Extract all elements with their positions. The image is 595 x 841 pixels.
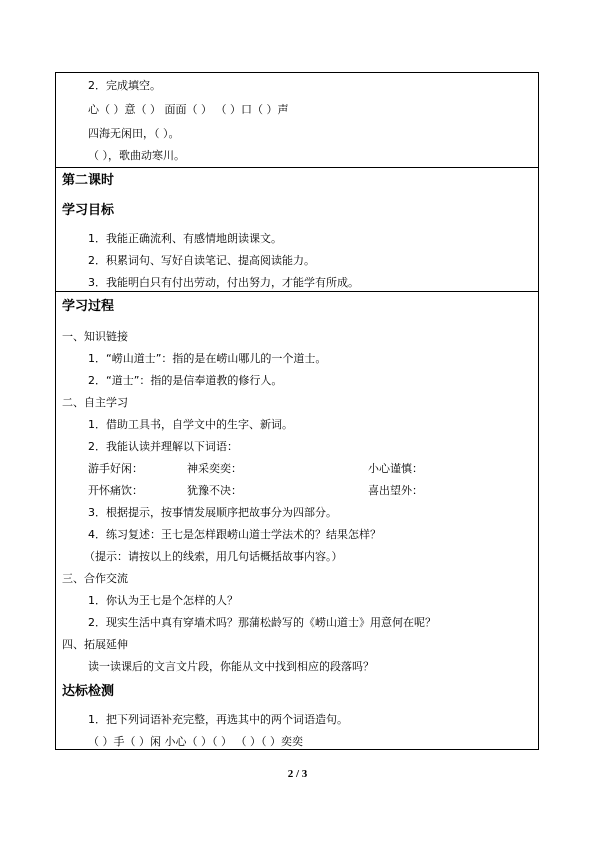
list-item: 3．根据提示，按事情发展顺序把故事分为四部分。 xyxy=(88,506,337,519)
goal-item: 3．我能明白只有付出劳动，付出努力，才能学有所成。 xyxy=(88,276,359,289)
goal-item: 2．积累词句、写好自读笔记、提高阅读能力。 xyxy=(88,254,315,267)
table-divider xyxy=(55,167,539,168)
page-number: 2 / 3 xyxy=(287,768,308,780)
section-title: 三、合作交流 xyxy=(62,572,128,585)
list-item: 1．借助工具书，自学文中的生字、新词。 xyxy=(88,418,293,431)
table-divider xyxy=(55,291,539,292)
vocab-term: 小心谨慎： xyxy=(368,462,423,475)
fill-blank-row: 四海无闲田，（ ）。 xyxy=(88,127,180,140)
vocab-term: 开怀痛饮： xyxy=(88,484,143,497)
fill-blank-row: （ ）手（ ）闲 小心（ ）（ ） （ ）（ ）奕奕 xyxy=(88,735,303,748)
fill-blank-row: （ ），歌曲动寒川。 xyxy=(88,149,185,162)
section-title: 一、知识链接 xyxy=(62,330,128,343)
vocab-term: 喜出望外： xyxy=(368,484,423,497)
paragraph: 读一读课后的文言文片段，你能从文中找到相应的段落吗？ xyxy=(88,660,374,673)
vocab-term: 游手好闲： xyxy=(88,462,143,475)
list-item: 2．我能认读并理解以下词语： xyxy=(88,440,238,453)
goal-item: 1．我能正确流利、有感情地朗读课文。 xyxy=(88,232,282,245)
process-heading: 学习过程 xyxy=(62,299,115,314)
list-item: 1．“崂山道士”：指的是在崂山哪儿的一个道士。 xyxy=(88,352,327,365)
hint-text: （提示：请按以上的线索，用几句话概括故事内容。） xyxy=(84,550,343,563)
lesson-heading: 第二课时 xyxy=(62,173,115,188)
goals-heading: 学习目标 xyxy=(62,203,115,218)
test-heading: 达标检测 xyxy=(62,684,115,699)
vocab-term: 神采奕奕： xyxy=(187,462,242,475)
vocab-term: 犹豫不决： xyxy=(187,484,242,497)
list-item: 1．把下列词语补充完整，再选其中的两个词语造句。 xyxy=(88,713,348,726)
list-item: 4．练习复述：王七是怎样跟崂山道士学法术的？结果怎样？ xyxy=(88,528,381,541)
fill-blank-row: 心（ ）意（ ） 面面（ ） （ ）口（ ）声 xyxy=(88,103,289,116)
section-title: 二、自主学习 xyxy=(62,396,128,409)
section-title: 四、拓展延伸 xyxy=(62,638,128,651)
list-item: 2．“道士”：指的是信奉道教的修行人。 xyxy=(88,374,283,387)
fill-blank-title: 2．完成填空。 xyxy=(88,79,161,92)
list-item: 2．现实生活中真有穿墙术吗？那蒲松龄写的《崂山道士》用意何在呢？ xyxy=(88,616,436,629)
list-item: 1．你认为王七是个怎样的人？ xyxy=(88,594,238,607)
